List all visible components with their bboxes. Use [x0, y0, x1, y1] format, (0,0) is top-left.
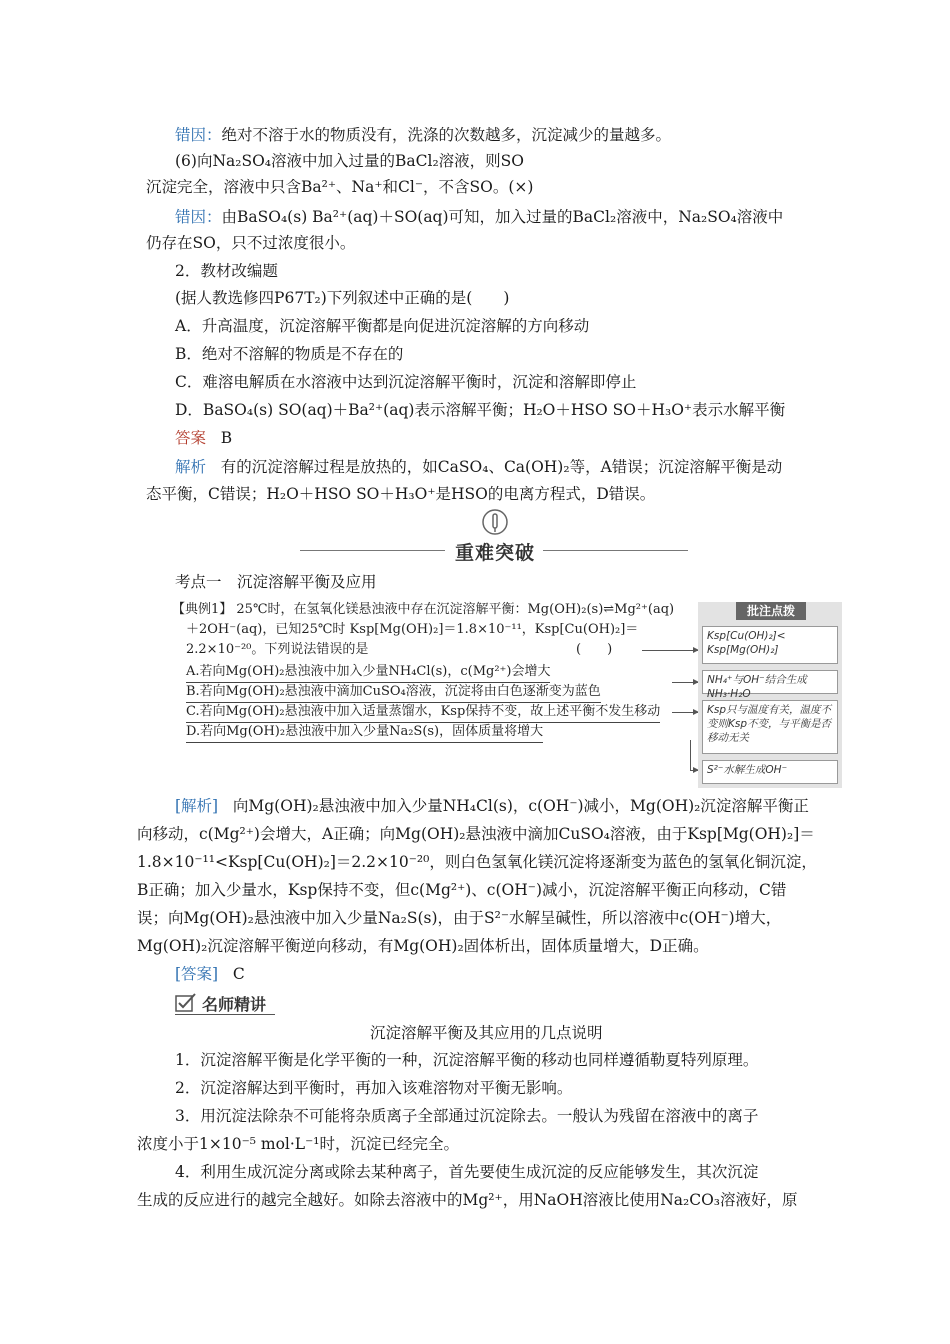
annotation-panel [698, 602, 842, 788]
banner-rule-right [543, 550, 688, 551]
jiexi-label: [解析] [175, 797, 219, 815]
annotation-4: S²⁻水解生成OH⁻ [702, 760, 838, 784]
jiexi-answer [175, 963, 245, 985]
jiexi-answer-label: [答案] [175, 965, 219, 983]
arrow-3 [672, 712, 698, 713]
option-d: D．BaSO₄(s) SO(aq)＋Ba²⁺(aq)表示溶解平衡；H₂O＋HSO SO＋H₃O⁺表示水解平衡 [175, 401, 786, 419]
example-line-3 [186, 640, 613, 660]
annotation-2: NH₄⁺与OH⁻结合生成NH₃·H₂O [702, 670, 838, 694]
mingshi-point-3: 3．用沉淀法除杂不可能将杂质离子全部通过沉淀除去。一般认为残留在溶液中的离子 [175, 1107, 759, 1125]
item-6-statement: (6)向Na₂SO₄溶液中加入过量的BaCl₂溶液，则SO [175, 152, 525, 170]
mingshi-subtitle: 沉淀溶解平衡及其应用的几点说明 [370, 1024, 603, 1042]
annotation-title: 批注点拨 [736, 602, 806, 620]
example-box [172, 600, 842, 790]
kaodian-title: 考点一 沉淀溶解平衡及应用 [175, 573, 377, 591]
mingshi-point-4-cont: 生成的反应进行的越完全越好。如除去溶液中的Mg²⁺，用NaOH溶液比使用Na₂CO₃溶液好，原 [137, 1191, 798, 1209]
error-reason-cont: 仍存在SO，只不过浓度很小。 [146, 234, 356, 252]
banner-title: 重难突破 [454, 542, 535, 564]
annotation-1: Ksp[Cu(OH)₂]< Ksp[Mg(OH)₂] [702, 626, 838, 664]
jiexi-text-1: 向Mg(OH)₂悬浊液中加入少量NH₄Cl(s)，c(OH⁻)减小，Mg(OH)₂沉淀溶解平衡正 [232, 797, 809, 815]
example-option-a: A.若向Mg(OH)₂悬浊液中加入少量NH₄Cl(s)，c(Mg²⁺)会增大 [186, 662, 550, 683]
arrow-2 [672, 682, 698, 683]
mingshi-title: 名师精讲 [202, 995, 267, 1014]
option-c: C．难溶电解质在水溶液中达到沉淀溶解平衡时，沉淀和溶解即停止 [175, 373, 637, 391]
example-paren: ( ) [576, 642, 613, 657]
error-reason-label: 错因： [175, 126, 222, 144]
question-heading: 2．教材改编题 [175, 262, 278, 280]
analysis-line [175, 456, 782, 478]
arrow-1 [642, 650, 698, 651]
example-line-1: 【典例1】 25℃时，在氢氧化镁悬浊液中存在沉淀溶解平衡：Mg(OH)₂(s)⇌Mg²⁺(aq) [172, 602, 675, 617]
question-source: (据人教选修四P67T₂)下列叙述中正确的是( ) [175, 289, 510, 307]
error-reason-line-2 [175, 206, 783, 228]
answer-value: B [220, 429, 233, 447]
mingshi-point-4: 4．利用生成沉淀分离或除去某种离子，首先要使生成沉淀的反应能够发生，其次沉淀 [175, 1163, 759, 1181]
answer-line [175, 427, 232, 449]
example-line-2: ＋2OH⁻(aq)，已知25℃时 Ksp[Mg(OH)₂]＝1.8×10⁻¹¹，Ksp[Cu(OH)₂]＝ [186, 622, 639, 637]
error-reason-line-1 [175, 124, 671, 146]
item-6-statement-cont: 沉淀完全，溶液中只含Ba²⁺、Na⁺和Cl⁻，不含SO。(×) [146, 178, 534, 196]
analysis-label: 解析 [175, 458, 207, 476]
option-b: B．绝对不溶解的物质是不存在的 [175, 345, 404, 363]
jiexi-line-5: 误；向Mg(OH)₂悬浊液中加入少量Na₂S(s)，由于S²⁻水解呈碱性，所以溶液中c(OH⁻)增大， [137, 909, 782, 927]
mingshi-point-2: 2．沉淀溶解达到平衡时，再加入该难溶物对平衡无影响。 [175, 1079, 573, 1097]
example-option-c: C.若向Mg(OH)₂悬浊液中加入适量蒸馏水，Ksp保持不变，故上述平衡不发生移动 [186, 702, 660, 723]
error-reason-text-2: 由BaSO₄(s) Ba²⁺(aq)＋SO(aq)可知，加入过量的BaCl₂溶液中，Na₂SO₄溶液中 [221, 208, 784, 226]
mingshi-point-1: 1．沉淀溶解平衡是化学平衡的一种，沉淀溶解平衡的移动也同样遵循勒夏特列原理。 [175, 1051, 759, 1069]
jiexi-line-3: 1.8×10⁻¹¹<Ksp[Cu(OH)₂]＝2.2×10⁻²⁰，则白色氢氧化镁沉淀将逐渐变为蓝色的氢氧化铜沉淀， [137, 853, 817, 871]
key-icon [482, 508, 508, 538]
pencil-check-icon [175, 993, 197, 1013]
jiexi-line-4: B正确；加入少量水，Ksp保持不变，但c(Mg²⁺)、c(OH⁻)减小，沉淀溶解平衡正向移动，C错 [137, 881, 787, 899]
example-line-3-text: 2.2×10⁻²⁰。下列说法错误的是 [186, 642, 369, 657]
analysis-text: 有的沉淀溶解过程是放热的，如CaSO₄、Ca(OH)₂等，A错误；沉淀溶解平衡是动 [220, 458, 783, 476]
jiexi-line-6: Mg(OH)₂沉淀溶解平衡逆向移动，有Mg(OH)₂固体析出，固体质量增大，D正确。 [137, 937, 709, 955]
analysis-cont: 态平衡，C错误；H₂O＋HSO SO＋H₃O⁺是HSO的电离方程式，D错误。 [146, 485, 656, 503]
jiexi-answer-value: C [232, 965, 245, 983]
jiexi-line-1 [175, 795, 809, 817]
arrow-4-stem [690, 740, 691, 770]
arrow-4 [690, 770, 698, 771]
jiexi-line-2: 向移动，c(Mg²⁺)会增大，A正确；向Mg(OH)₂悬浊液中滴加CuSO₄溶液，由于Ksp[Mg(OH)₂]＝ [137, 825, 815, 843]
section-banner [300, 508, 688, 568]
error-reason-text: 绝对不溶于水的物质没有，洗涤的次数越多，沉淀减少的量越多。 [221, 126, 672, 144]
mingshi-underline [175, 1014, 275, 1015]
mingshi-point-3-cont: 浓度小于1×10⁻⁵ mol·L⁻¹时，沉淀已经完全。 [137, 1135, 459, 1153]
answer-label: 答案 [175, 429, 207, 447]
error-reason-label-2: 错因： [175, 208, 222, 226]
option-a: A．升高温度，沉淀溶解平衡都是向促进沉淀溶解的方向移动 [175, 317, 590, 335]
banner-rule-left [300, 550, 445, 551]
example-option-b: B.若向Mg(OH)₂悬浊液中滴加CuSO₄溶液，沉淀将由白色逐渐变为蓝色 [186, 682, 601, 703]
example-option-d: D.若向Mg(OH)₂悬浊液中加入少量Na₂S(s)，固体质量将增大 [186, 722, 543, 743]
annotation-3: Ksp只与温度有关，温度不变则Ksp不变，与平衡是否移动无关 [702, 700, 838, 754]
